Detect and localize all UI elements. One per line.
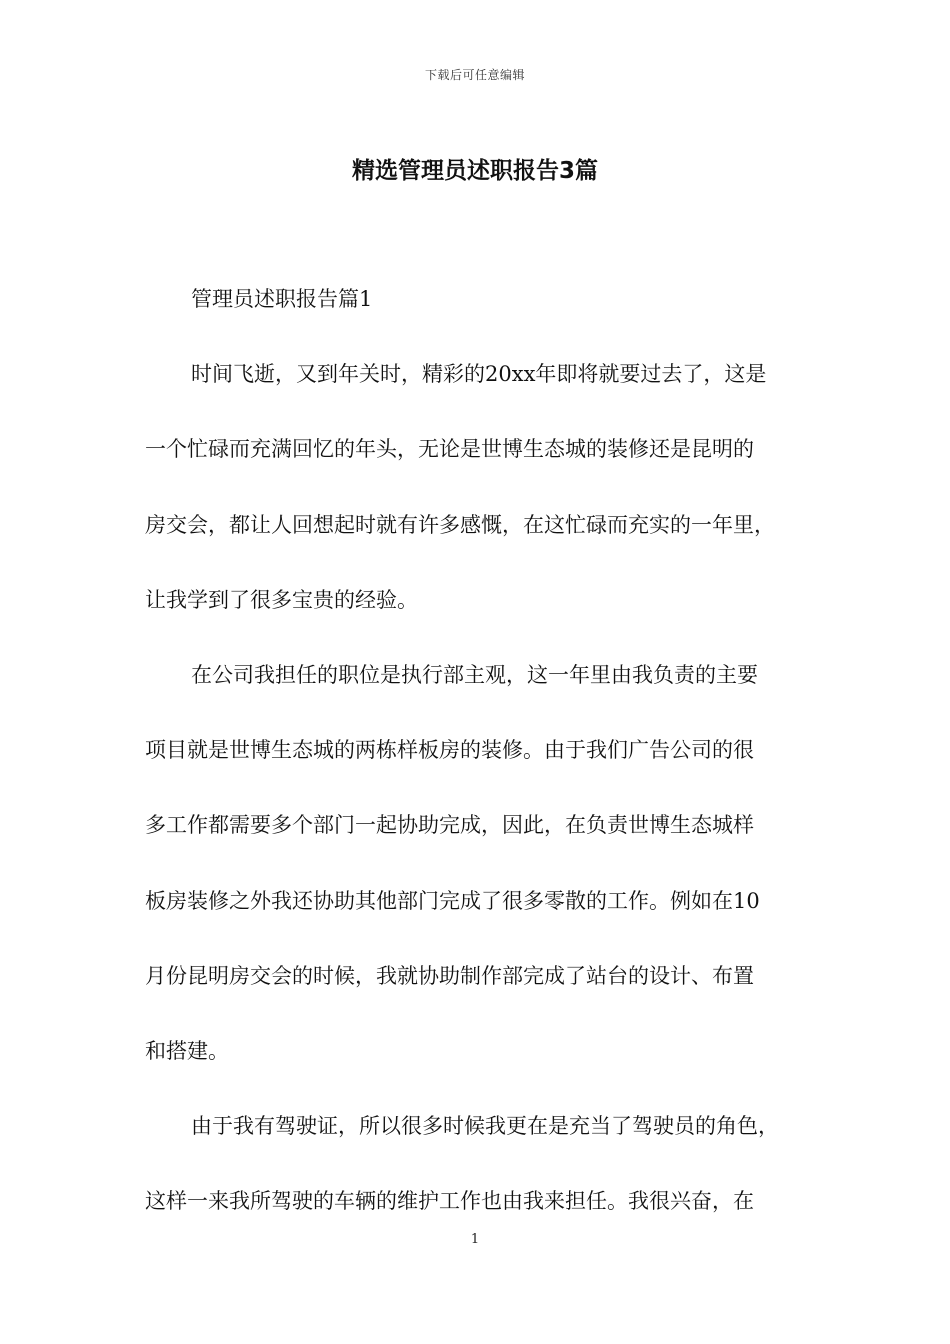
text-line: 项目就是世博生态城的两栋样板房的装修。由于我们广告公司的很 [145,738,754,763]
page-number: 1 [470,1232,480,1247]
text-line: 时间飞逝，又到年关时，精彩的20xx年即将就要过去了，这是 [191,362,767,387]
header-note: 下载后可任意编辑 [424,68,525,82]
text-line: 和搭建。 [145,1038,229,1063]
text-line: 由于我有驾驶证，所以很多时候我更在是充当了驾驶员的角色， [191,1114,779,1139]
text-line: 让我学到了很多宝贵的经验。 [145,587,418,612]
text-line: 一个忙碌而充满回忆的年头，无论是世博生态城的装修还是昆明的 [145,437,754,462]
text-line: 板房装修之外我还协助其他部门完成了很多零散的工作。例如在10 [145,888,760,913]
text-line: 多工作都需要多个部门一起协助完成，因此，在负责世博生态城样 [145,813,754,838]
text-line: 在公司我担任的职位是执行部主观，这一年里由我负责的主要 [191,662,758,687]
document-title: 精选管理员述职报告3篇 [351,158,598,184]
text-line: 月份昆明房交会的时候，我就协助制作部完成了站台的设计、布置 [145,963,754,988]
text-line: 房交会，都让人回想起时就有许多感慨，在这忙碌而充实的一年里， [145,512,775,537]
document-body [145,262,825,1239]
text-line: 这样一来我所驾驶的车辆的维护工作也由我来担任。我很兴奋，在 [145,1189,754,1214]
section-heading: 管理员述职报告篇1 [191,287,373,311]
